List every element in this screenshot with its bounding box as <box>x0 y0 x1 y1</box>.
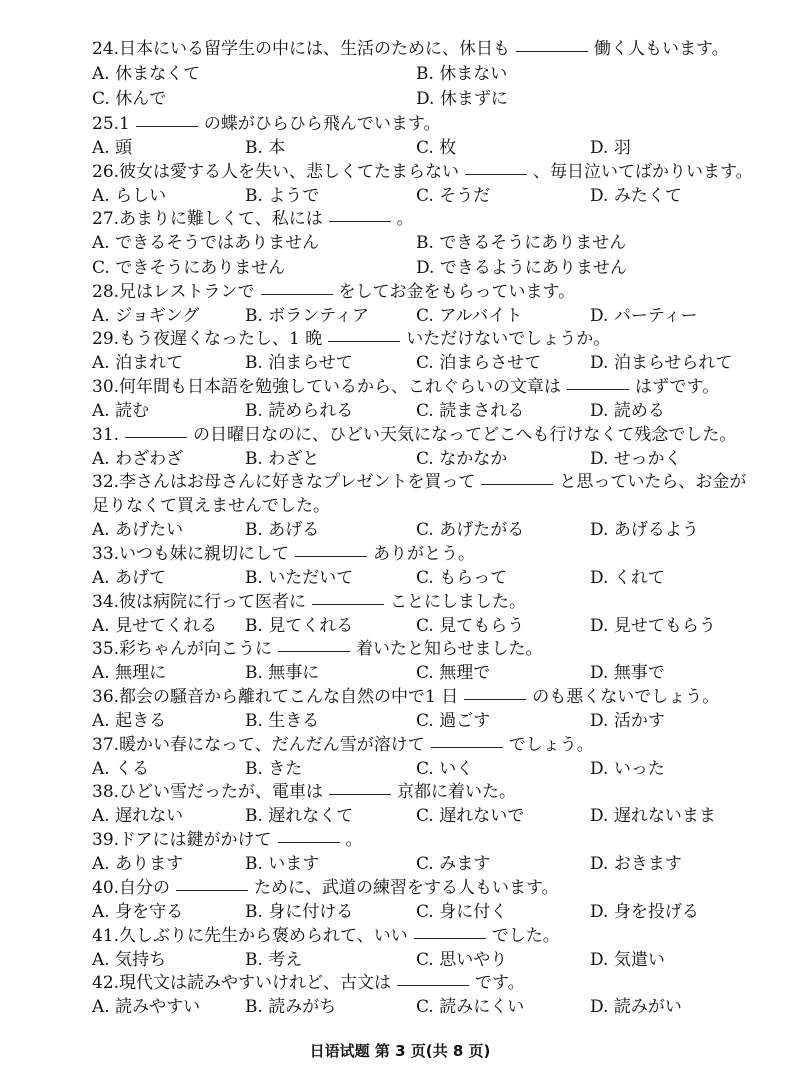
answer-blank <box>465 173 527 175</box>
question-stem: 41.久しぶりに先生から褒められて、いい でした。 <box>92 926 560 946</box>
option-a: A. あげたい <box>92 520 184 540</box>
option-c: C. いく <box>416 759 474 779</box>
option-c: C. あげたがる <box>416 520 525 540</box>
answer-blank <box>414 937 486 939</box>
option-b: B. 読みがち <box>245 997 337 1017</box>
answer-blank <box>125 436 187 438</box>
answer-blank <box>516 50 588 52</box>
question-stem: 24.日本にいる留学生の中には、生活のために、休日も 働く人もいます。 <box>92 39 729 59</box>
option-d: D. おきます <box>590 854 682 874</box>
option-d: D. みたくて <box>590 186 682 206</box>
option-b: B. あげる <box>245 520 320 540</box>
question-stem: 40.自分の ために、武道の練習をする人もいます。 <box>92 878 559 898</box>
option-b: B. 生きる <box>245 711 320 731</box>
answer-blank <box>136 125 198 127</box>
question-stem: 27.あまりに難しくて、私には 。 <box>92 209 414 229</box>
answer-blank <box>431 746 503 748</box>
answer-blank <box>312 603 384 605</box>
option-d: D. 気遣い <box>590 950 665 970</box>
option-b: B. 泊まらせて <box>245 353 353 373</box>
option-a: A. あげて <box>92 568 167 588</box>
question-stem: 31. の日曜日なのに、ひどい天気になってどこへも行けなくて残念でした。 <box>92 425 737 445</box>
page-footer: 日语试题 第 3 页(共 8 页) <box>309 1042 491 1060</box>
answer-blank <box>464 698 526 700</box>
answer-blank <box>278 841 340 843</box>
option-b: B. ようで <box>245 186 320 206</box>
question-stem-continued: 足りなくて買えませんでした。 <box>92 496 330 516</box>
option-c: C. 休んで <box>92 89 167 109</box>
option-b: B. 休まない <box>416 64 508 84</box>
question-stem: 35.彩ちゃんが向こうに 着いたと知らせました。 <box>92 639 543 659</box>
answer-blank <box>295 555 367 557</box>
question-stem: 42.現代文は読みやすいけれど、古文は です。 <box>92 973 525 993</box>
option-c: C. できそうにありません <box>92 258 286 278</box>
option-a: A. 読みやすい <box>92 997 201 1017</box>
question-stem: 33.いつも妹に親切にして ありがとう。 <box>92 544 476 564</box>
question-stem: 26.彼女は愛する人を失い、悲しくてたまらない 、毎日泣いてばかりいます。 <box>92 162 753 182</box>
option-d: D. せっかく <box>590 449 682 469</box>
option-d: D. 身を投げる <box>590 902 699 922</box>
option-a: A. 起きる <box>92 711 167 731</box>
option-b: B. 遅れなくて <box>245 806 354 826</box>
question-stem: 29.もう夜遅くなったし、1 晩 いただけないでしょうか。 <box>92 329 611 349</box>
answer-blank <box>176 889 248 891</box>
option-a: A. わざわざ <box>92 449 184 469</box>
option-a: A. 泊まれて <box>92 353 184 373</box>
option-b: B. 見てくれる <box>245 616 354 636</box>
option-d: D. 泊まらせられて <box>590 353 733 373</box>
option-a: A. 気持ち <box>92 950 167 970</box>
option-c: C. アルバイト <box>416 306 523 326</box>
option-d: D. 遅れないまま <box>590 806 716 826</box>
option-d: D. 羽 <box>590 138 631 158</box>
option-a: A. 頭 <box>92 138 133 158</box>
option-a: A. あります <box>92 854 184 874</box>
option-a: A. 身を守る <box>92 902 184 922</box>
option-a: A. 無理に <box>92 663 167 683</box>
option-a: A. できるそうではありません <box>92 233 320 253</box>
option-b: B. 無事に <box>245 663 320 683</box>
question-stem: 38.ひどい雪だったが、電車は 京都に着いた。 <box>92 782 517 802</box>
answer-blank <box>481 483 553 485</box>
option-c: C. もらって <box>416 568 508 588</box>
answer-blank <box>278 650 350 652</box>
option-d: D. 無事で <box>590 663 665 683</box>
option-a: A. ジョギング <box>92 306 200 326</box>
option-a: A. 読む <box>92 401 150 421</box>
option-b: B. きた <box>245 759 303 779</box>
question-stem: 36.都会の騒音から離れてこんな自然の中で1 日 のも悪くないでしょう。 <box>92 687 720 707</box>
question-stem: 30.何年間も日本語を勉強しているから、これぐらいの文章は はずです。 <box>92 377 720 397</box>
option-c: C. 泊まらさせて <box>416 353 542 373</box>
answer-blank <box>329 793 391 795</box>
answer-blank <box>261 293 333 295</box>
option-b: B. 読められる <box>245 401 354 421</box>
option-a: A. 遅れない <box>92 806 184 826</box>
answer-blank <box>397 984 469 986</box>
option-b: B. いただいて <box>245 568 354 588</box>
option-d: D. 読みがい <box>590 997 682 1017</box>
option-c: C. そうだ <box>416 186 491 206</box>
option-b: B. います <box>245 854 320 874</box>
option-c: C. 遅れないで <box>416 806 525 826</box>
option-b: B. できるそうにありません <box>416 233 627 253</box>
option-d: D. いった <box>590 759 665 779</box>
option-a: A. らしい <box>92 186 167 206</box>
option-c: C. 見てもらう <box>416 616 525 636</box>
option-d: D. 活かす <box>590 711 665 731</box>
option-c: C. 枚 <box>416 138 457 158</box>
option-c: C. 読まされる <box>416 401 525 421</box>
answer-blank <box>329 220 391 222</box>
option-b: B. 考え <box>245 950 303 970</box>
option-d: D. 読める <box>590 401 665 421</box>
option-b: B. 身に付ける <box>245 902 354 922</box>
question-stem: 34.彼は病院に行って医者に ことにしました。 <box>92 592 527 612</box>
option-b: B. ボランティア <box>245 306 369 326</box>
option-d: D. パーティー <box>590 306 698 326</box>
question-stem: 32.李さんはお母さんに好きなプレゼントを買って と思っていたら、お金が <box>92 472 747 492</box>
option-c: C. 思いやり <box>416 950 508 970</box>
option-c: C. みます <box>416 854 491 874</box>
question-stem: 25.1 の蝶がひらひら飛んでいます。 <box>92 114 441 134</box>
option-c: C. なかなか <box>416 449 508 469</box>
question-stem: 28.兄はレストランで をしてお金をもらっています。 <box>92 282 576 302</box>
option-a: A. 休まなくて <box>92 64 201 84</box>
option-c: C. 無理で <box>416 663 491 683</box>
option-d: D. あげるよう <box>590 520 699 540</box>
answer-blank <box>567 388 629 390</box>
option-d: D. くれて <box>590 568 665 588</box>
option-a: A. くる <box>92 759 150 779</box>
option-c: C. 身に付く <box>416 902 508 922</box>
option-b: B. 本 <box>245 138 286 158</box>
option-a: A. 見せてくれる <box>92 616 218 636</box>
question-stem: 39.ドアには鍵がかけて 。 <box>92 830 363 850</box>
option-c: C. 読みにくい <box>416 997 525 1017</box>
answer-blank <box>328 340 400 342</box>
option-c: C. 過ごす <box>416 711 491 731</box>
question-stem: 37.暖かい春になって、だんだん雪が溶けて でしょう。 <box>92 735 594 755</box>
option-d: D. 見せてもらう <box>590 616 716 636</box>
option-b: B. わざと <box>245 449 320 469</box>
option-d: D. 休まずに <box>416 89 508 109</box>
option-d: D. できるようにありません <box>416 258 627 278</box>
